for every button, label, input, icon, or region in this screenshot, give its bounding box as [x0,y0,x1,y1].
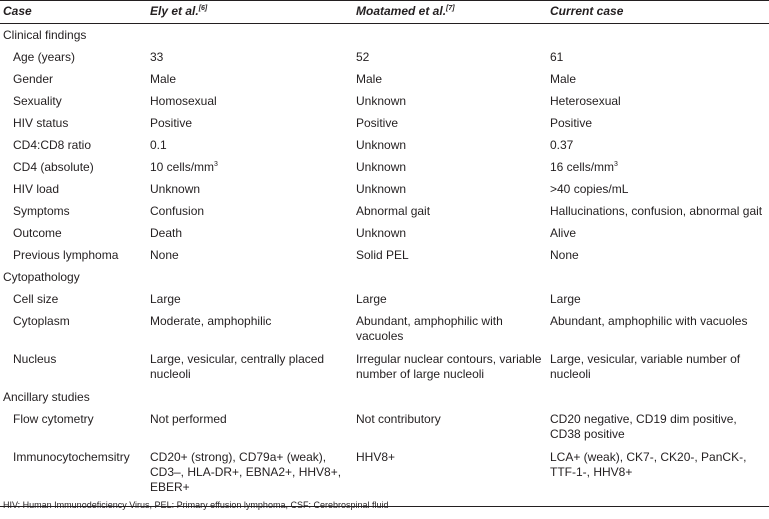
cell-current: None [550,248,579,262]
cell-moatamed: HHV8+ [356,450,396,464]
row-label: HIV status [13,116,69,130]
superscript-three: 3 [214,161,218,168]
cell-ely: Confusion [150,204,205,218]
table-row [0,112,769,134]
row-label: Symptoms [13,204,70,218]
row-label: Nucleus [13,352,57,366]
cell-current: Heterosexual [550,94,621,108]
table-row [0,46,769,68]
cell-current: Abundant, amphophilic with vacuoles [550,314,748,328]
row-label: Sexuality [13,94,62,108]
table-row [0,90,769,112]
cell-ely [150,160,350,175]
cell-current: Male [550,72,577,86]
cell-ely: Positive [150,116,193,130]
cell-moatamed: Unknown [356,182,407,196]
header-ely [150,4,207,18]
cell-ely: Male [150,72,177,86]
cell-moatamed: Abundant, amphophilic with vacuoles [356,314,503,343]
cell-moatamed: Solid PEL [356,248,409,262]
row-label: Outcome [13,226,62,240]
row-label: Cell size [13,292,59,306]
cell-moatamed: Positive [356,116,399,130]
header-moatamed-text: Moatamed et al. [356,4,447,18]
cell-ely: Moderate, amphophilic [150,314,272,328]
header-current: Current case [550,4,624,18]
cell-moatamed: Unknown [356,226,407,240]
row-label: Flow cytometry [13,412,94,426]
row-label: CD4 (absolute) [13,160,94,174]
cell-current: Positive [550,116,593,130]
section-label: Cytopathology [3,270,80,284]
row-label: HIV load [13,182,60,196]
cell-current: Alive [550,226,577,240]
table-row [0,408,769,446]
table-row [0,348,769,386]
cell-current [550,160,768,175]
cell-ely: Death [150,226,183,240]
cell-current: Large [550,292,581,306]
cell-ely: 33 [150,50,164,64]
cell-moatamed: Irregular nuclear contours, variable number of large nucleoli [356,352,542,381]
section-label: Clinical findings [3,28,87,42]
cell-moatamed: Male [356,72,383,86]
cell-ely: Large, vesicular, centrally placed nucleoli [150,352,325,381]
row-label: Gender [13,72,54,86]
cell-ely: Not performed [150,412,227,426]
row-label: Cytoplasm [13,314,70,328]
superscript-three: 3 [614,161,618,168]
cell-moatamed: Unknown [356,138,407,152]
cell-current-text: 16 cells/mm [550,160,615,174]
cell-ely: Unknown [150,182,201,196]
cell-ely: Homosexual [150,94,217,108]
table-row [0,446,769,506]
cell-ely: 0.1 [150,138,167,152]
cell-ely: CD20+ (strong), CD79a+ (weak), CD3–, HLA-DR+, EBNA2+, HHV8+, EBER+ [150,450,342,494]
header-moatamed [356,4,455,18]
header-ely-text: Ely et al. [150,4,199,18]
section-label: Ancillary studies [3,390,90,404]
table-row [0,222,769,244]
cell-current: 0.37 [550,138,574,152]
row-label: Age (years) [13,50,76,64]
section-clinical [0,24,769,46]
table-row [0,68,769,90]
table-row [0,244,769,266]
cell-current: LCA+ (weak), CK7-, CK20-, PanCK-, TTF-1-, HHV8+ [550,450,747,479]
table-row [0,200,769,222]
cell-current: >40 copies/mL [550,182,629,196]
table-header [0,0,769,24]
header-case: Case [3,4,32,18]
cell-current: CD20 negative, CD19 dim positive, CD38 positive [550,412,737,441]
table-row [0,178,769,200]
section-cytopathology [0,266,769,288]
cell-moatamed: Unknown [356,160,407,174]
row-label: Previous lymphoma [13,248,119,262]
cell-ely-text: 10 cells/mm [150,160,215,174]
table-row [0,288,769,310]
table-row [0,310,769,348]
table-row [0,156,769,178]
row-label: Immunocytochemsitry [13,450,130,464]
header-ely-ref: [6] [198,5,208,12]
cell-moatamed: 52 [356,50,370,64]
section-ancillary [0,386,769,408]
cell-moatamed: Not contributory [356,412,441,426]
header-moatamed-ref: [7] [446,5,455,12]
cell-moatamed: Large [356,292,387,306]
cell-moatamed: Abnormal gait [356,204,431,218]
cell-current: Hallucinations, confusion, abnormal gait [550,204,763,218]
cell-ely: Large [150,292,181,306]
table-row [0,134,769,156]
cell-ely: None [150,248,179,262]
row-label: CD4:CD8 ratio [13,138,92,152]
cell-current: 61 [550,50,564,64]
table-footnote: HIV: Human Immunodeficiency Virus, PEL: Primary effusion lymphoma, CSF: Cerebrospinal fluid [3,500,389,510]
cell-current: Large, vesicular, variable number of nucleoli [550,352,741,381]
cell-moatamed: Unknown [356,94,407,108]
